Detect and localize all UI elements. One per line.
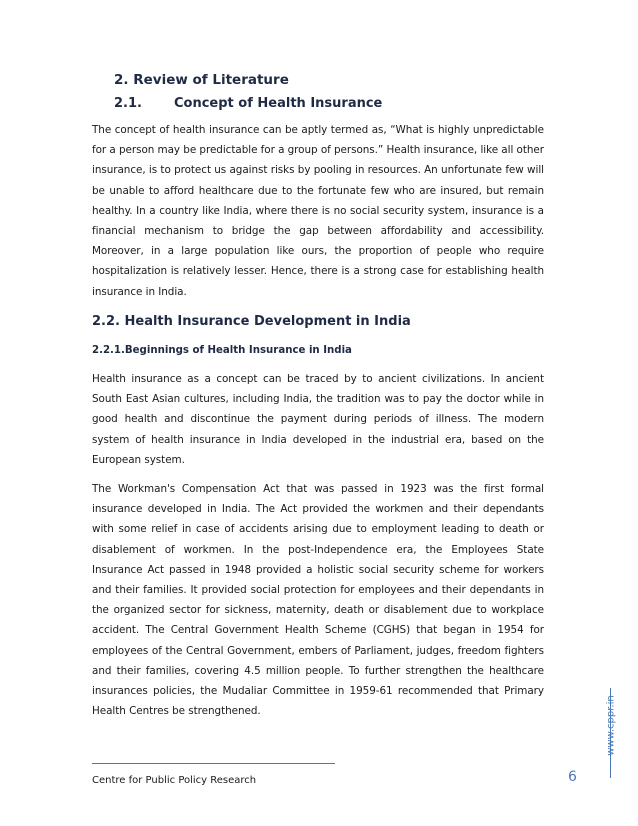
section-2-2-heading: 2.2. Health Insurance Development in India bbox=[92, 314, 411, 329]
subsection-number: 2.1. bbox=[114, 96, 142, 111]
page-number: 6 bbox=[568, 769, 577, 785]
section-heading: 2. Review of Literature bbox=[114, 72, 289, 88]
paragraph-beginnings: Health insurance as a concept can be traced by to ancient civilizations. In ancient South East Asian cultures, including India, the tradition was to pay the doctor while in good health and discontinue the payment during periods of illness. The modern system of health insurance in India developed in the industrial era, based on the European system. bbox=[92, 373, 544, 466]
paragraph-concept: The concept of health insurance can be aptly termed as, “What is highly unpredictable for a person may be predictable for a group of persons.” Health insurance, like all other insurance, is to protect us against risks by pooling in resources. An unfortunate few will be unable to afford healthcare due to the fortunate few who are insured, but remain healthy. In a country like India, where there is no social security system, insurance is a financial mechanism to bridge the gap between affordability and accessibility. Moreover, in a large population like ours, the proportion of people who require hospitalization is relatively lesser. Hence, there is a strong case for establishing health insurance in India. bbox=[92, 124, 544, 298]
subsection-heading bbox=[114, 96, 382, 111]
subsection-title: Concept of Health Insurance bbox=[174, 96, 383, 111]
footer-divider bbox=[92, 763, 335, 764]
paragraph-compensation-act: The Workman's Compensation Act that was passed in 1923 was the first formal insurance developed in India. The Act provided the workmen and their dependants with some relief in case of accidents arising due to employment leading to death or disablement of workmen. In the post-Independence era, the Employees State Insurance Act passed in 1948 provided a holistic social security scheme for workers and their families. It provided social protection for employees and their dependants in the organized sector for sickness, maternity, death or disablement due to workplace accident. The Central Government Health Scheme (CGHS) that began in 1954 for employees of the Central Government, embers of Parliament, judges, freedom fighters and their families, covering 4.5 million people. To further strengthen the healthcare insurances policies, the Mudaliar Committee in 1959-61 recommended that Primary Health Centres be strengthened. bbox=[92, 483, 544, 718]
footer-text: Centre for Public Policy Research bbox=[92, 775, 257, 786]
side-url-link[interactable]: www.cppr.in bbox=[605, 695, 617, 756]
section-2-2-1-heading: 2.2.1.Beginnings of Health Insurance in India bbox=[92, 345, 352, 356]
